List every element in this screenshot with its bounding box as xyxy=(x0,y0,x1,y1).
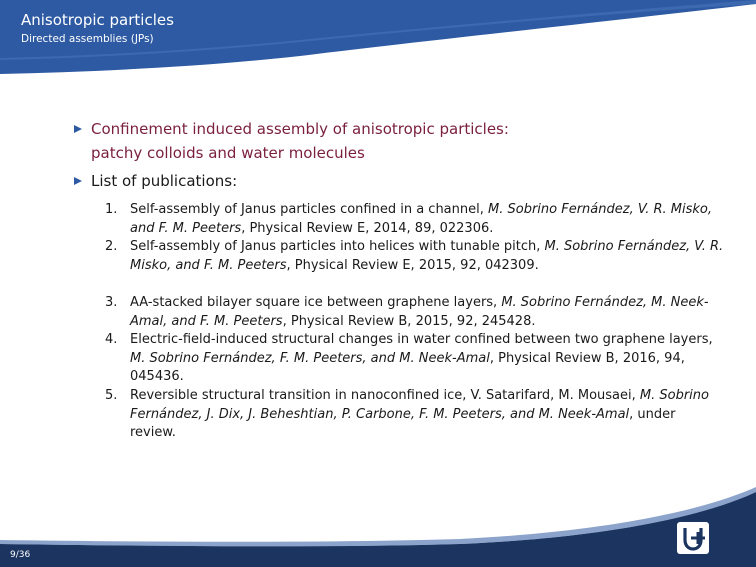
publication-authors: M. Sobrino Fernández, J. Dix, J. Beheshtian, P. Carbone, F. M. Peeters, and M. Neek-Amal xyxy=(130,388,709,422)
publication-reference: , Physical Review E, 2015, 92, 042309. xyxy=(286,257,539,273)
publication-number: 2. xyxy=(105,239,118,254)
bullet-publications: List of publications: xyxy=(91,172,238,190)
bullet-confinement-line2: patchy colloids and water molecules xyxy=(91,144,365,162)
page-number: 9/36 xyxy=(10,550,31,560)
bullet-confinement-line1: Confinement induced assembly of anisotropic particles: xyxy=(91,120,509,138)
publication-title: Self-assembly of Janus particles confined in a channel, xyxy=(130,202,489,217)
publication-title: Electric-field-induced structural changes in water confined between two graphene layers, xyxy=(130,332,713,347)
publication-authors: M. Sobrino Fernández, F. M. Peeters, and M. Neek-Amal xyxy=(130,350,490,366)
slide-subtitle: Directed assemblies (JPs) xyxy=(21,33,154,45)
publication-number: 1. xyxy=(105,202,118,217)
publication-number: 4. xyxy=(105,332,118,347)
publication-authors: M. Sobrino Fernández, V. R. Misko, and F. M. Peeters xyxy=(130,239,724,273)
publication-reference: , Physical Review B, 2015, 92, 245428. xyxy=(282,313,536,329)
publication-number: 3. xyxy=(105,295,118,310)
publication-reference: , Physical Review B, 2016, 94, 045436. xyxy=(130,350,685,384)
publication-number: 5. xyxy=(105,388,118,403)
university-logo-icon xyxy=(677,522,709,554)
publication-title: Self-assembly of Janus particles into helices with tunable pitch, xyxy=(130,239,545,254)
publication-title: AA-stacked bilayer square ice between graphene layers, xyxy=(130,295,502,310)
publication-reference: , Physical Review E, 2014, 89, 022306. xyxy=(241,220,494,236)
publication-title: Reversible structural transition in nanoconfined ice, V. Satarifard, M. Mousaei, xyxy=(130,388,640,403)
publication-authors: M. Sobrino Fernández, V. R. Misko, and F. M. Peeters xyxy=(130,202,713,236)
publication-authors: M. Sobrino Fernández, M. Neek-Amal, and F. M. Peeters xyxy=(130,295,709,329)
slide-title: Anisotropic particles xyxy=(21,11,174,29)
publication-reference: , under review. xyxy=(130,406,676,440)
